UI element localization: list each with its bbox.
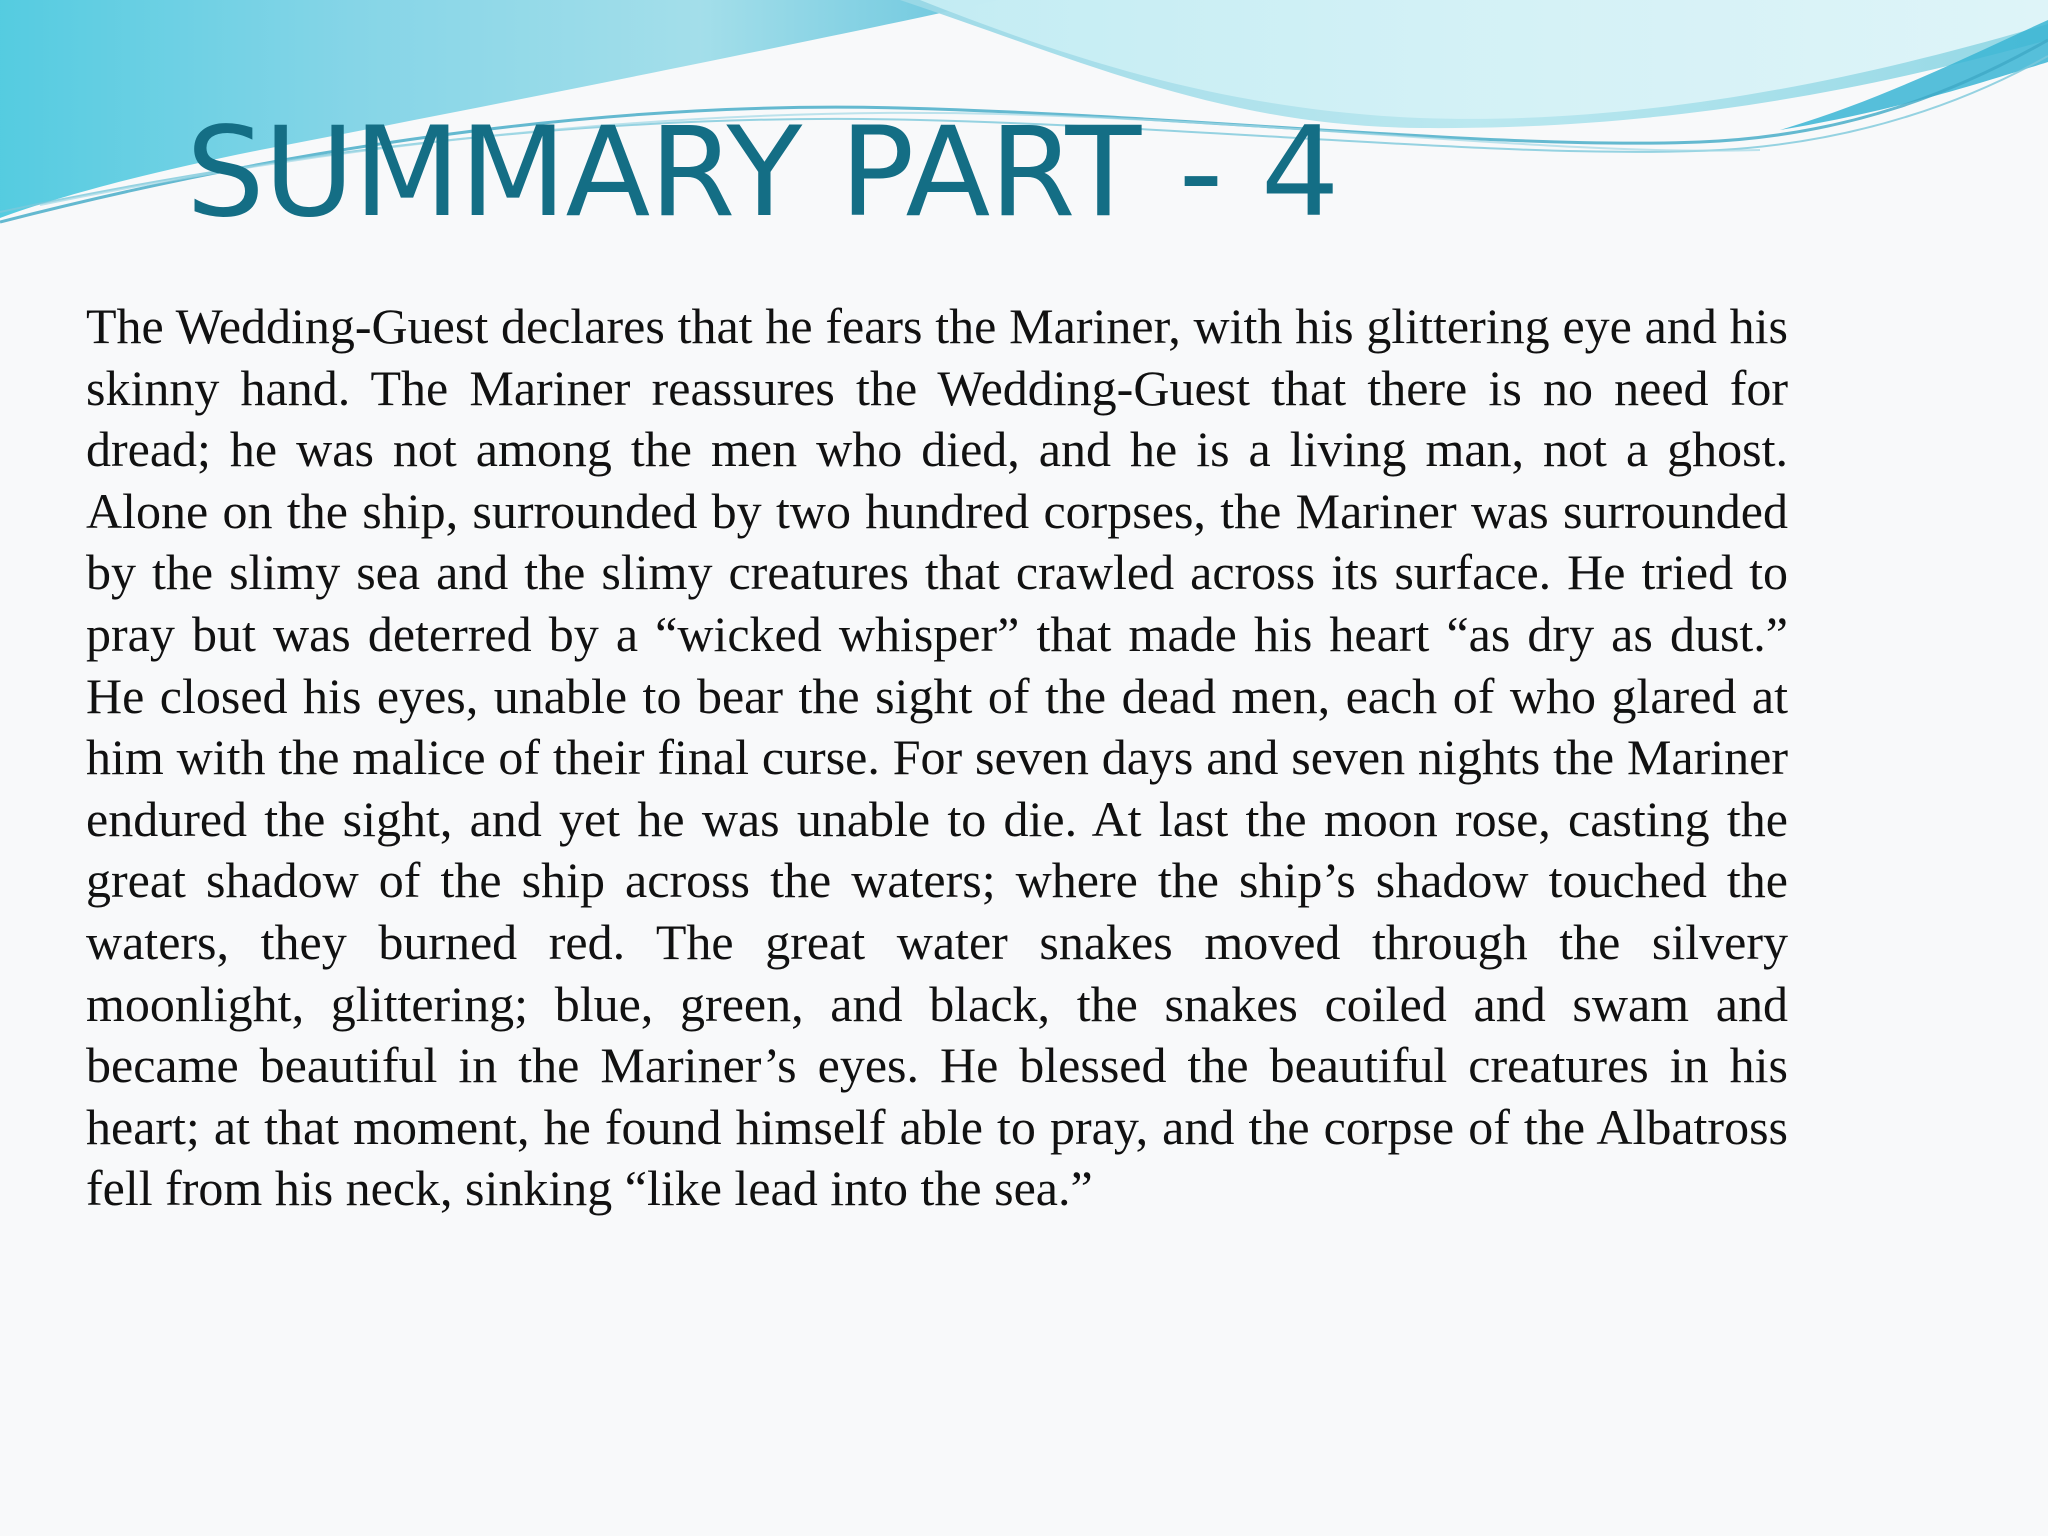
slide-title: SUMMARY PART - 4 <box>186 101 1339 245</box>
slide-body-text: The Wedding-Guest declares that he fears the Mariner, with his glittering eye and his skinny hand. The Mariner reassures the Wedding-Guest that there is no need for dread; he was not among the men who died, and he is a living man, not a ghost. Alone on the ship, surrounded by two hundred corpses, the Mariner was surrounded by the slimy sea and the slimy creatures that crawled across its surface. He tried to pray but was deterred by a “wicked whisper” that made his heart “as dry as dust.” He closed his eyes, unable to bear the sight of the dead men, each of who glared at him with the malice of their final curse. For seven days and seven nights the Mariner endured the sight, and yet he was unable to die. At last the moon rose, casting the great shadow of the ship across the waters; where the ship’s shadow touched the waters, they burned red. The great water snakes moved through the silvery moonlight, glittering; blue, green, and black, the snakes coiled and swam and became beautiful in the Mariner’s eyes. He blessed the beautiful creatures in his heart; at that moment, he found himself able to pray, and the corpse of the Albatross fell from his neck, sinking “like lead into the sea.” <box>86 298 1788 1217</box>
